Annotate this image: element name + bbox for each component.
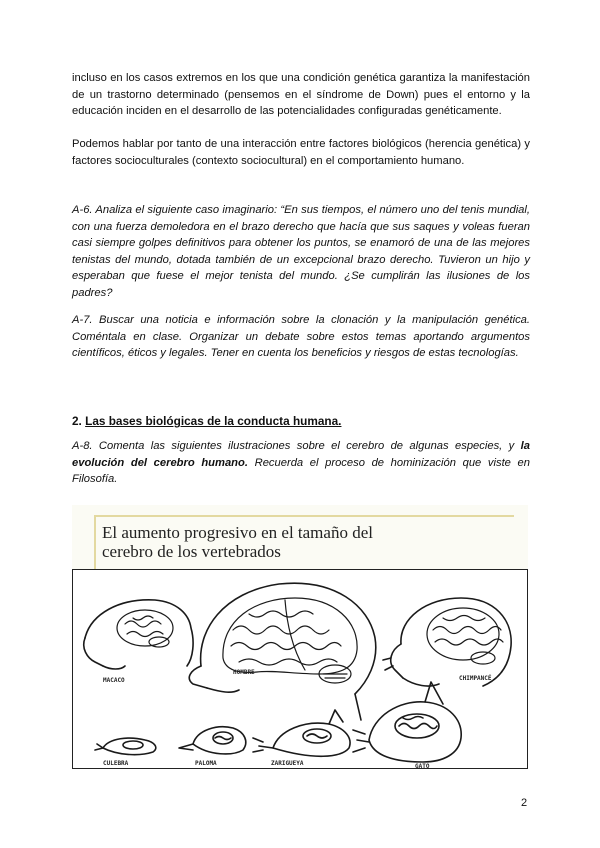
section-title: Las bases biológicas de la conducta humana. [85, 414, 342, 428]
figure-rule-left [94, 515, 96, 569]
figure-title-line-1: El aumento progresivo en el tamaño del [102, 523, 373, 542]
chimpanzee-brain [427, 608, 503, 664]
paragraph-genetics: incluso en los casos extremos en los que una condición genética garantiza la manifestación de un trastorno determinado (pensemos en el síndrome de Down) pues el entorno y la educación inciden en el desarrollo de las potencialidades configuradas genéticamente. [72, 72, 530, 117]
figure-title-line-2: cerebro de los vertebrados [102, 542, 281, 561]
page-number: 2 [521, 797, 528, 809]
section-number: 2. [72, 414, 82, 428]
human-head [189, 583, 375, 720]
activity-a8-intro: A-8. Comenta las siguientes ilustraciones sobre el cerebro de algunas especies, y [72, 440, 515, 452]
brain-evolution-figure [72, 505, 528, 770]
label-hombre: HOMBRE [233, 669, 255, 676]
figure-title-panel [72, 505, 528, 569]
paragraph-interaction: Podemos hablar por tanto de una interacción entre factores biológicos (herencia genética) y factores socioculturales (contexto sociocultural) en el comportamiento humano. [72, 138, 530, 167]
brain-illustration [72, 569, 528, 769]
label-chimpance: CHIMPANCÉ [459, 675, 492, 682]
activity-a8-end: Recuerda el proceso de hominización que viste en Filosofía. [72, 456, 530, 485]
label-culebra: CULEBRA [103, 760, 129, 767]
label-zarigueya: ZARIGUEYA [271, 760, 304, 767]
activity-a8 [72, 438, 530, 488]
label-gato: GATO [415, 763, 430, 770]
pigeon-head [179, 727, 246, 754]
figure-rule-top [94, 515, 514, 517]
activity-a7: A-7. Buscar una noticia e información sobre la clonación y la manipulación genética. Coméntala en clase. Organizar un debate sobre estos temas aportando argumentos científicos, éticos y legales. Tener en cuenta los beneficios y riesgos de estas tecnologías. [72, 314, 530, 359]
macaque-brain [117, 610, 173, 647]
section-heading [72, 414, 341, 428]
cat-head [353, 682, 461, 762]
label-paloma: PALOMA [195, 760, 217, 767]
activity-a6: A-6. Analiza el siguiente caso imaginario: “En sus tiempos, el número uno del tenis mundial, con una fuerza demoledora en el brazo derecho que hacía que sus saques y voleas fueran casi siempre golpes definitivos para obtener los puntos, se enamoró de una de las mejores tenistas del mundo, dotada también de un excepcional brazo derecho. Tuvieron un hijo y esperaban que fuese el mejor tenista del mundo. ¿Se cumplirán las ilusiones de los padres? [72, 204, 530, 299]
figure-title [102, 523, 522, 561]
label-macaco: MACACO [103, 677, 125, 684]
brain-drawing [73, 570, 529, 770]
activity-a8-bold: la evolución del cerebro humano. [72, 440, 531, 469]
opossum-head [253, 710, 350, 756]
snake-head [95, 738, 156, 755]
